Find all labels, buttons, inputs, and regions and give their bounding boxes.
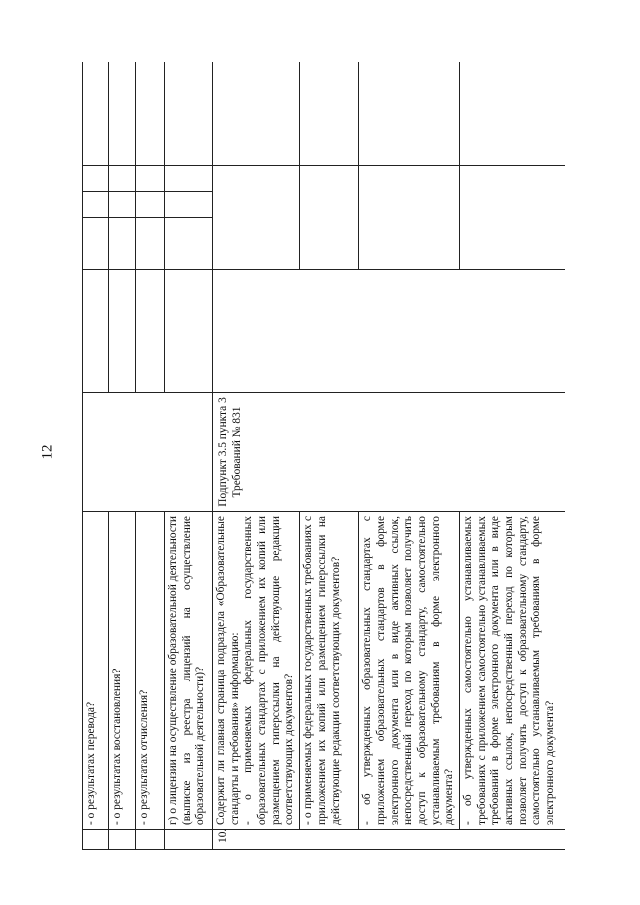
answer-cell	[136, 166, 165, 192]
note-cell	[136, 62, 165, 166]
note-cell	[83, 62, 109, 166]
table-frame	[82, 62, 565, 850]
note-cell	[459, 62, 565, 166]
answer-cell	[109, 270, 136, 393]
section-number: 10.	[213, 830, 566, 850]
number-cell	[109, 830, 136, 850]
rotated-page-content	[82, 62, 565, 850]
answer-cell	[109, 166, 136, 192]
checklist-table	[82, 62, 565, 850]
answer-cell	[109, 192, 136, 218]
question-cell: - об утвержденных самостоятельно устанавливаемых требованиях с приложением самостоятельно устанавливаемых требований в форме электронного документа или в виде активных ссылок, непосредственный переход по которым позволяет получить доступ к образовательному стандарту, самостоятельно устанавливаемым требованиям в форме электронного документа?	[459, 512, 565, 830]
question-cell: - об утвержденных образовательных стандартах с приложением образовательных стандартов в форме электронного документа или в виде активных ссылок, непосредственный переход по которым позволяет получить доступ к образовательному стандарту, самостоятельно устанавливаемым требованиям в форме электронного документа?	[359, 512, 460, 830]
answer-cell	[136, 270, 165, 393]
answer-cell	[459, 166, 565, 270]
answer-cell	[359, 166, 460, 270]
note-cell	[213, 62, 300, 166]
note-cell	[165, 62, 213, 166]
note-cell	[300, 62, 359, 166]
number-cell	[83, 830, 109, 850]
requirement-cell	[83, 393, 213, 512]
note-cell	[359, 62, 460, 166]
answer-cell	[165, 192, 213, 218]
answer-cell	[83, 166, 109, 192]
answer-cell	[300, 166, 359, 270]
answer-cell	[165, 218, 213, 270]
question-cell	[213, 512, 300, 830]
requirement-cell: Подпункт 3.5 пункта 3 Требований № 831	[213, 393, 566, 512]
page-number: 12	[39, 444, 56, 460]
answer-cell	[83, 270, 109, 393]
question-cell: - о результатах перевода?	[83, 512, 109, 830]
answer-cell	[83, 218, 109, 270]
table-row	[213, 62, 300, 850]
question-cell: - о применяемых федеральных государственных требованиях с приложением их копий или размещением гиперссылки на действующие редакции соответствующих документов?	[300, 512, 359, 830]
answer-cell	[165, 166, 213, 192]
number-cell	[136, 830, 165, 850]
answer-cell	[83, 192, 109, 218]
answer-cell	[165, 270, 213, 393]
answer-cell	[136, 218, 165, 270]
answer-cell	[213, 270, 566, 393]
table-row	[83, 62, 109, 850]
answer-cell	[109, 218, 136, 270]
question-text: Содержит ли главная страница подраздела «Образовательные стандарты и требования» информацию: - о применяемых федеральных государственных образовательных стандартах с приложением их копий или размещением гиперссылки на действующие редакции соответствующих документов?	[215, 516, 296, 825]
answer-cell	[136, 192, 165, 218]
question-cell: - о результатах восстановления?	[109, 512, 136, 830]
note-cell	[109, 62, 136, 166]
answer-cell	[213, 166, 300, 270]
question-cell: г) о лицензии на осуществление образовательной деятельности (выписке из реестра лицензий на осуществление образовательной деятельности)?	[165, 512, 213, 830]
question-cell: - о результатах отчисления?	[136, 512, 165, 830]
number-cell	[165, 830, 213, 850]
